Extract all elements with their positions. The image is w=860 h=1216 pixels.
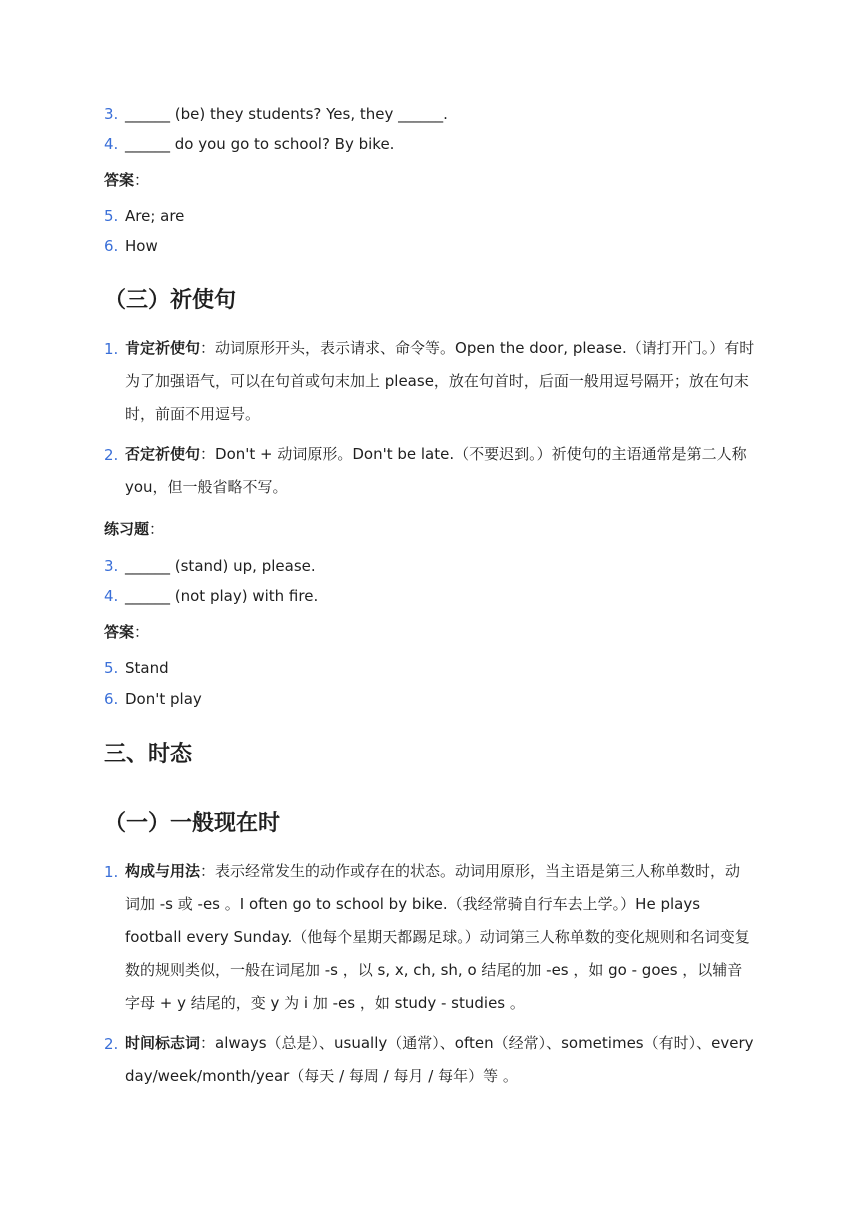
answers-label-line	[104, 170, 149, 190]
label-colon: ：	[149, 520, 165, 538]
question-text: ______ (not play) with fire.	[125, 587, 319, 605]
list-item-form-and-usage	[125, 855, 755, 1020]
term-body: ：always（总是）、usually（通常）、often（经常）、sometimes（有时）、every day/week/month/year（每天 / 每周 / 每月 / 每年）等 。	[125, 1034, 754, 1085]
label-colon: ：	[134, 623, 150, 641]
answer-text: How	[125, 237, 158, 255]
question-text: ______ (be) they students? Yes, they ______.	[125, 105, 448, 123]
section-heading-imperative: （三）祈使句	[104, 288, 237, 313]
answers-label: 答案	[104, 171, 135, 189]
answers-label: 答案	[104, 623, 135, 641]
question-number: 3.	[104, 105, 119, 123]
answers-label-line	[104, 622, 149, 642]
answer-number: 5.	[104, 207, 119, 225]
answer-text: Are; are	[125, 207, 185, 225]
section-heading-simple-present: （一）一般现在时	[104, 811, 281, 836]
question-text: ______ (stand) up, please.	[125, 557, 316, 575]
list-number: 1.	[104, 863, 119, 881]
answer-text: Don't play	[125, 690, 202, 708]
question-number: 4.	[104, 587, 119, 605]
answer-number: 6.	[104, 690, 119, 708]
answer-number: 6.	[104, 237, 119, 255]
list-number: 1.	[104, 340, 119, 358]
list-item-negative-imperative	[125, 438, 755, 504]
section-heading-tenses: 三、时态	[104, 742, 193, 767]
term-label: 构成与用法	[125, 862, 201, 880]
question-number: 3.	[104, 557, 119, 575]
practice-label: 练习题	[104, 520, 150, 538]
answer-text: Stand	[125, 659, 169, 677]
list-number: 2.	[104, 1035, 119, 1053]
term-label: 肯定祈使句	[125, 339, 201, 357]
term-body: ：动词原形开头，表示请求、命令等。Open the door, please.（请打开门。）有时为了加强语气，可以在句首或句末加上 please，放在句首时，后面一般用逗号隔开；放在句末时，前面不用逗号。	[125, 339, 755, 423]
list-item-affirmative-imperative	[125, 332, 755, 431]
label-colon: ：	[134, 171, 150, 189]
practice-label-line	[104, 519, 164, 539]
list-number: 2.	[104, 446, 119, 464]
term-body: ：表示经常发生的动作或存在的状态。动词用原形，当主语是第三人称单数时，动词加 -s 或 -es 。I often go to school by bike.（我经常骑自行车去上学。）He plays football every Sunday.（他每个星期天都踢足球。）动词第三人称单数的变化规则和名词变复数的规则类似，一般在词尾加 -s ，以 s, x, ch, sh, o 结尾的加 -es ，如 go - goes ，以辅音字母 + y 结尾的，变 y 为 i 加 -es ，如 study - studies 。	[125, 862, 750, 1012]
question-number: 4.	[104, 135, 119, 153]
term-label: 否定祈使句	[125, 445, 201, 463]
term-body: ：Don't + 动词原形。Don't be late.（不要迟到。）祈使句的主语通常是第二人称 you，但一般省略不写。	[125, 445, 747, 496]
question-text: ______ do you go to school? By bike.	[125, 135, 395, 153]
list-item-time-markers	[125, 1027, 755, 1093]
answer-number: 5.	[104, 659, 119, 677]
term-label: 时间标志词	[125, 1034, 201, 1052]
